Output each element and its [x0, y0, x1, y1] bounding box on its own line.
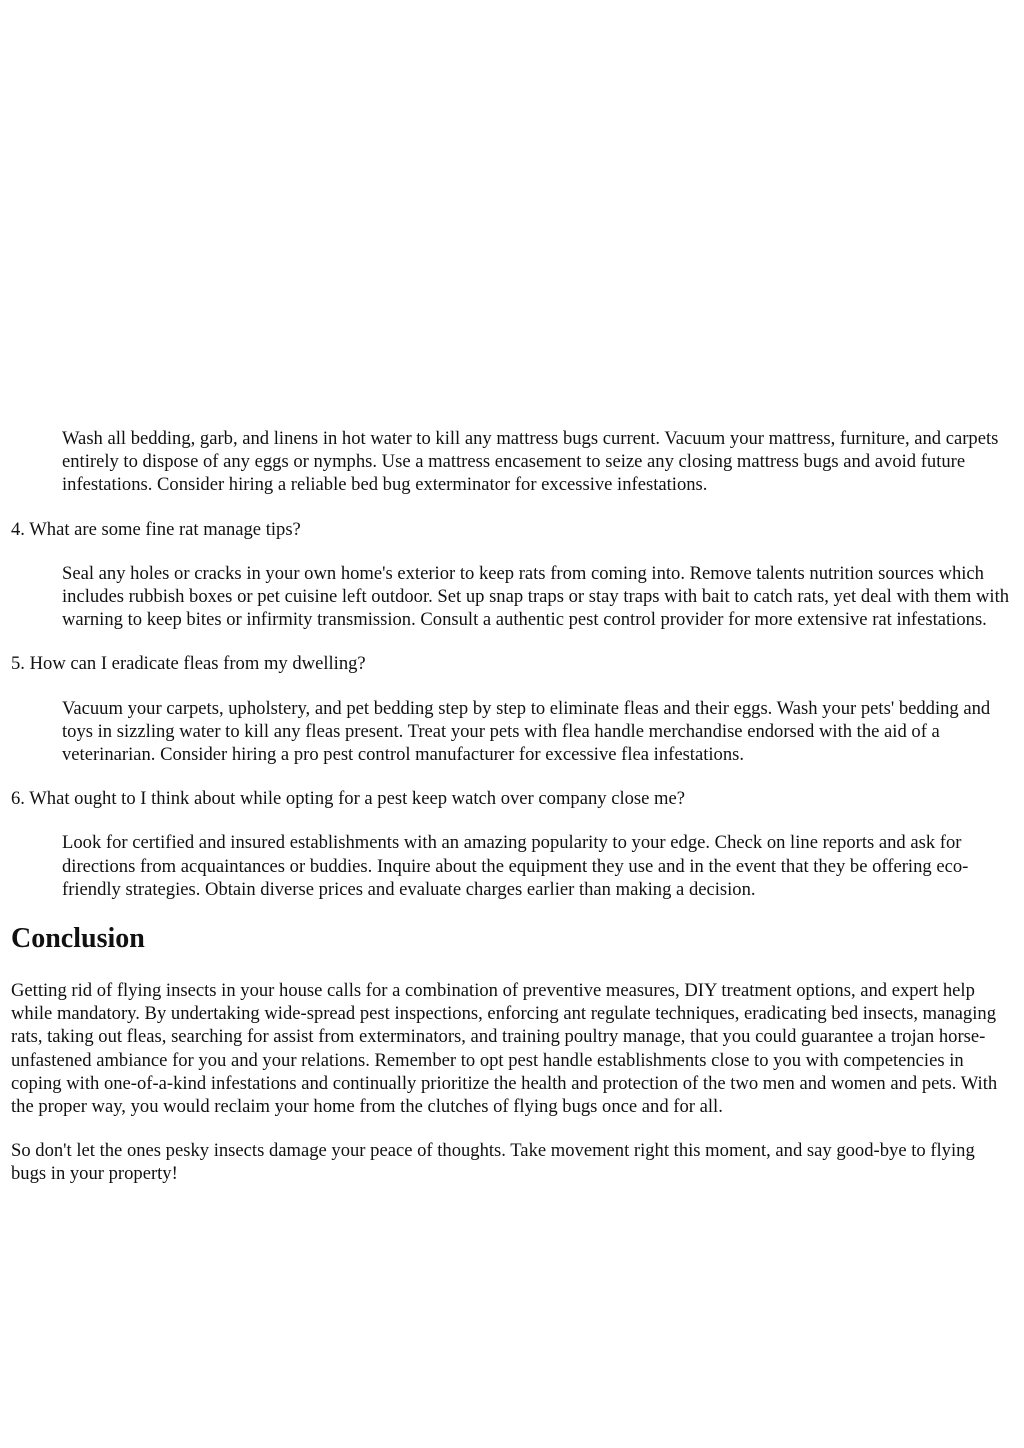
faq-question-5: 5. How can I eradicate fleas from my dwelling?: [11, 653, 366, 675]
article-content: [11, 427, 1014, 1207]
faq-answer-6: Look for certified and insured establishments with an amazing popularity to your edge. Check on line reports and ask for directions from acquaintances or buddies. Inquire about the equipment they use and in the event that they be offering eco-friendly strategies. Obtain diverse prices and evaluate charges earlier than making a decision.: [62, 832, 969, 900]
conclusion-paragraph-1: Getting rid of flying insects in your house calls for a combination of preventive measures, DIY treatment options, and expert help while mandatory. By undertaking wide-spread pest inspections, enforcing ant regulate techniques, eradicating bed insects, managing rats, taking out fleas, searching for assist from exterminators, and training poultry manage, that you could guarantee a trojan horse-unfastened ambiance for you and your relations. Remember to opt pest handle establishments close to you with competencies in coping with one-of-a-kind infestations and continually prioritize the health and protection of the two men and women and pets. With the proper way, you would reclaim your home from the clutches of flying bugs once and for all.: [11, 980, 998, 1118]
faq-answer-4: Seal any holes or cracks in your own home's exterior to keep rats from coming into. Remove talents nutrition sources which includes rubbish boxes or pet cuisine left outdoor. Set up snap traps or stay traps with bait to catch rats, yet deal with them with warning to keep bites or infirmity transmission. Consult a authentic pest control provider for more extensive rat infestations.: [62, 562, 1010, 631]
faq-question-6: 6. What ought to I think about while opting for a pest keep watch over company close me?: [11, 788, 686, 810]
conclusion-heading: Conclusion: [11, 923, 145, 955]
conclusion-paragraph-2: So don't let the ones pesky insects damage your peace of thoughts. Take movement right this moment, and say good-bye to flying bugs in your property!: [11, 1140, 975, 1185]
faq-question-4: 4. What are some fine rat manage tips?: [11, 518, 301, 540]
faq-answer-3: Wash all bedding, garb, and linens in hot water to kill any mattress bugs current. Vacuum your mattress, furniture, and carpets entirely to dispose of any eggs or nymphs. Use a mattress encasement to seize any closing mattress bugs and avoid future infestations. Consider hiring a reliable bed bug exterminator for excessive infestations.: [62, 428, 999, 496]
faq-answer-5: Vacuum your carpets, upholstery, and pet bedding step by step to eliminate fleas and their eggs. Wash your pets' bedding and toys in sizzling water to kill any fleas present. Treat your pets with flea handle merchandise endorsed with the aid of a veterinarian. Consider hiring a pro pest control manufacturer for excessive flea infestations.: [62, 697, 991, 766]
